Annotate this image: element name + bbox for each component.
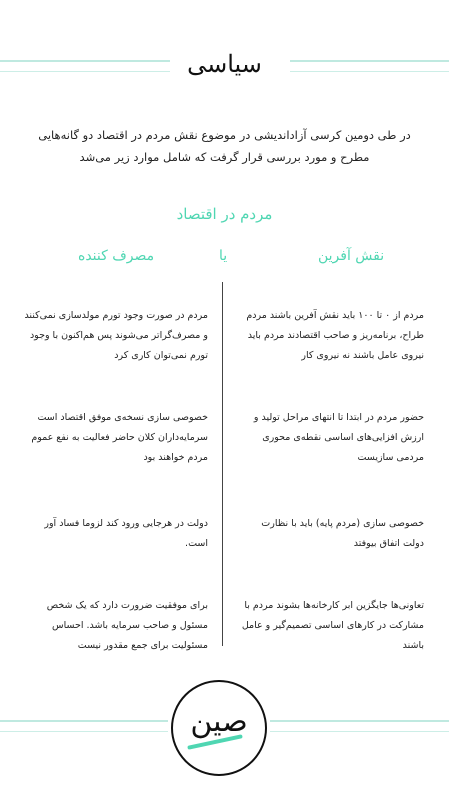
role-or-label: یا xyxy=(219,248,228,264)
intro-line-2: مطرح و مورد بررسی قرار گرفت که شامل موارد زیر می‌شد xyxy=(79,150,370,164)
bottom-rule-right-1 xyxy=(270,720,449,722)
right-cell-4: تعاونی‌ها جایگزین ابر کارخانه‌ها بشوند مردم با مشارکت در کارهای اساسی تصمیم‌گیر و عامل باشند xyxy=(241,600,424,651)
role-consumer-label: مصرف کننده xyxy=(78,248,155,264)
right-cell-2: حضور مردم در ابتدا تا انتهای مراحل تولید و ارزش افزایی‌های اساسی نقطه‌ی محوری مردمی سازیست xyxy=(253,412,424,463)
page-title: سیاسی xyxy=(187,50,262,78)
bottom-rule-right-2 xyxy=(270,731,449,732)
left-cell-4: برای موفقیت ضرورت دارد که یک شخص مسئول و صاحب سرمایه باشد. احساس مسئولیت برای جمع مقدور نیست xyxy=(46,600,208,651)
logo-wordmark: صین xyxy=(190,704,248,739)
column-divider xyxy=(222,282,223,646)
left-cell-1: مردم در صورت وجود تورم مولدسازی نمی‌کنند و مصرف‌گراتر می‌شوند پس هم‌اکنون با وجود تورم نمی‌توان کاری کرد xyxy=(24,310,208,361)
right-cell-3: خصوصی سازی (مردم پایه) باید با نظارت دولت اتفاق بیوفتد xyxy=(261,518,424,549)
bottom-rule-left-2 xyxy=(0,731,168,732)
left-cell-3: دولت در هرجایی ورود کند لزوما فساد آور است. xyxy=(44,518,208,549)
right-cell-1: مردم از ۰ تا ۱۰۰ باید نقش آفرین باشند مردم طراح، برنامه‌ریز و صاحب اقتصادند مردم باید نیروی عامل باشند نه نیروی کار xyxy=(246,310,424,361)
role-active-label: نقش آفرین xyxy=(318,248,385,264)
intro-paragraph xyxy=(34,124,415,168)
section-subtitle: مردم در اقتصاد xyxy=(176,205,273,223)
intro-line-1: در طی دومین کرسی آزاداندیشی در موضوع نقش مردم در اقتصاد دو گانه‌هایی xyxy=(38,128,411,142)
bottom-rule-left-1 xyxy=(0,720,168,722)
brand-logo xyxy=(171,680,267,776)
left-cell-2: خصوصی سازی نسخه‌ی موفق اقتصاد است سرمایه‌داران کلان حاضر فعالیت به نفع عموم مردم خواهند بود xyxy=(31,412,208,463)
